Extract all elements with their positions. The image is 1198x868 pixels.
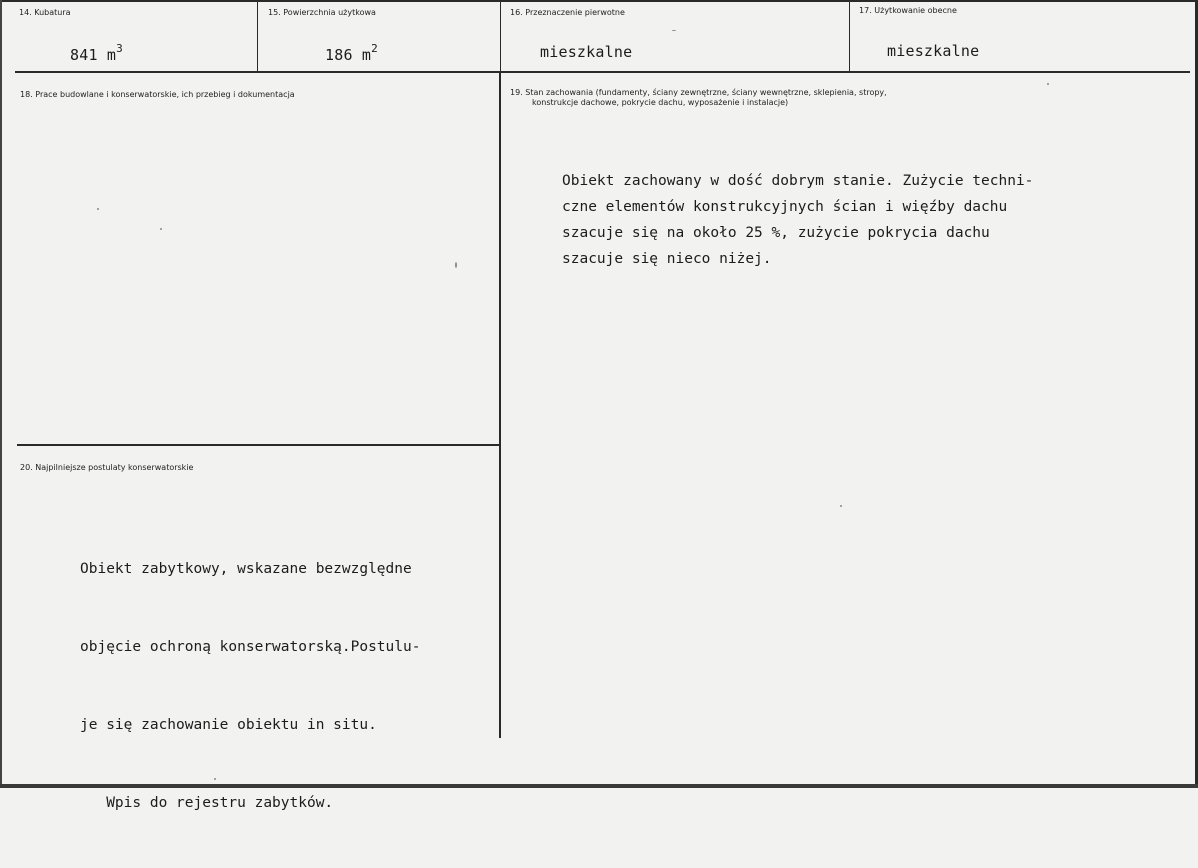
field-19-label-line1: 19. Stan zachowania (fundamenty, ściany zewnętrzne, ściany wewnętrzne, sklepienia, stropy, — [510, 88, 887, 97]
field-15-value-sup: 2 — [371, 42, 378, 55]
field-18-label: 18. Prace budowlane i konserwatorskie, ich przebieg i dokumentacja — [20, 90, 295, 99]
field-16-value: mieszkalne — [540, 43, 633, 61]
field-14-label: 14. Kubatura — [19, 8, 71, 17]
field-15-label: 15. Powierzchnia użytkowa — [268, 8, 376, 17]
field-20-text-line: je się zachowanie obiektu in situ. — [80, 717, 377, 733]
field-15-value — [325, 44, 378, 64]
field-20-text-line: Wpis do rejestru zabytków. — [80, 795, 334, 811]
scan-speck — [160, 228, 162, 230]
field-19-text-line: szacuje się na około 25 %, zużycie pokrycia dachu — [562, 225, 990, 241]
top-border-line — [0, 0, 1198, 2]
field-19-text-line: Obiekt zachowany w dość dobrym stanie. Zużycie techni- — [562, 173, 1034, 189]
rule-18-20 — [17, 444, 499, 446]
field-15-value-text: 186 m — [325, 46, 372, 64]
field-14-value-text: 841 m — [70, 46, 117, 64]
field-20-text — [80, 504, 420, 868]
field-19-label-line2: konstrukcje dachowe, pokrycie dachu, wyposażenie i instalacje) — [532, 98, 789, 107]
field-20-label: 20. Najpilniejsze postulaty konserwatorskie — [20, 463, 194, 472]
field-20-text-line: objęcie ochroną konserwatorską.Postulu- — [80, 639, 421, 655]
scan-speck — [840, 505, 842, 507]
scan-speck — [672, 30, 676, 31]
field-16-label: 16. Przeznaczenie pierwotne — [510, 8, 625, 17]
field-19-text-line: czne elementów konstrukcyjnych ścian i więźby dachu — [562, 199, 1008, 215]
left-border-line — [0, 0, 2, 788]
scan-speck — [214, 778, 216, 780]
main-vertical-divider — [499, 72, 501, 738]
divider-16-17 — [849, 0, 850, 72]
field-19-text — [562, 168, 1033, 272]
field-14-value-sup: 3 — [116, 42, 123, 55]
field-17-value: mieszkalne — [887, 42, 980, 60]
field-17-label: 17. Użytkowanie obecne — [859, 6, 957, 15]
scan-speck — [97, 208, 99, 210]
scan-speck — [455, 262, 457, 268]
top-row-bottom-rule — [15, 71, 1190, 73]
scan-speck — [1047, 83, 1049, 85]
field-19-text-line: szacuje się nieco niżej. — [562, 251, 772, 267]
divider-15-16 — [500, 0, 501, 72]
divider-14-15 — [257, 0, 258, 72]
field-20-text-line: Obiekt zabytkowy, wskazane bezwzględne — [80, 561, 412, 577]
field-14-value — [70, 44, 123, 64]
